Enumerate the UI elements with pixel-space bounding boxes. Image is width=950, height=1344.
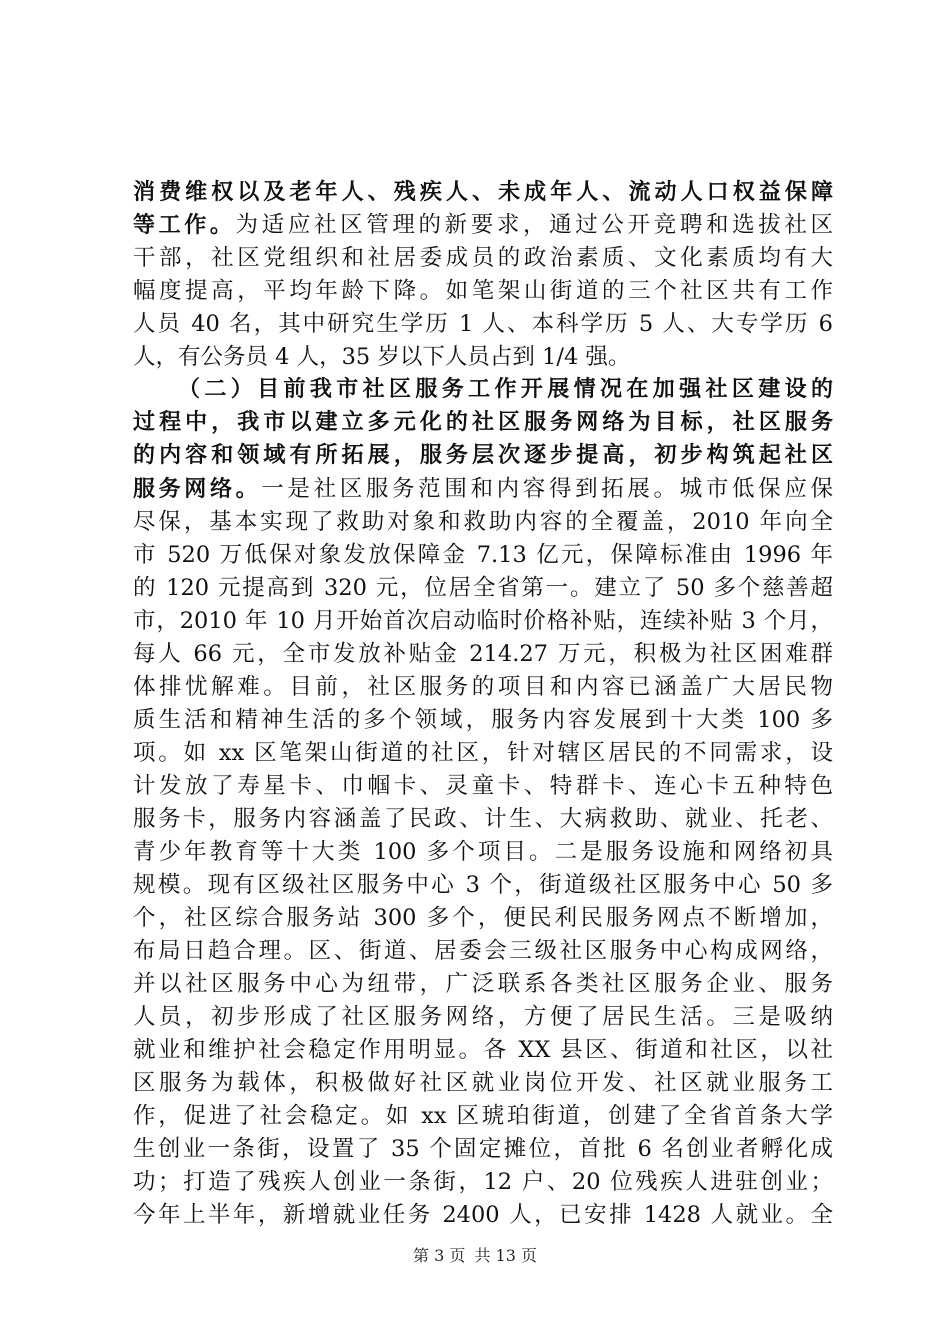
text-line: 作，促进了社会稳定。如 xx 区琥珀街道，创建了全省首条大学 (133, 1103, 833, 1129)
text-line: 今年上半年，新增就业任务 2400 人，已安排 1428 人就业。全 (133, 1202, 833, 1228)
text-line: 质生活和精神生活的多个领域，服务内容发展到十大类 100 多 (133, 707, 833, 733)
text-line: 项。如 xx 区笔架山街道的社区，针对辖区居民的不同需求，设 (133, 740, 833, 766)
text-line: 区服务为载体，积极做好社区就业岗位开发、社区就业服务工 (133, 1070, 833, 1096)
text-line: 幅度提高，平均年龄下降。如笔架山街道的三个社区共有工作 (133, 278, 833, 304)
text-line: 消费维权以及老年人、残疾人、未成年人、流动人口权益保障 (133, 180, 833, 205)
text-line: 干部，社区党组织和社居委成员的政治素质、文化素质均有大 (133, 245, 833, 271)
text-line: 规模。现有区级社区服务中心 3 个，街道级社区服务中心 50 多 (133, 872, 833, 898)
text-line: 的内容和领域有所拓展，服务层次逐步提高，初步构筑起社区 (133, 443, 833, 468)
text-line: 布局日趋合理。区、街道、居委会三级社区服务中心构成网络， (133, 938, 833, 964)
text-line: 每人 66 元，全市发放补贴金 214.27 万元，积极为社区困难群 (133, 641, 833, 667)
text-line: 人员，初步形成了社区服务网络，方便了居民生活。三是吸纳 (133, 1004, 833, 1030)
text-line: 过程中，我市以建立多元化的社区服务网络为目标，社区服务 (133, 410, 833, 435)
text-line: 计发放了寿星卡、巾帼卡、灵童卡、特群卡、连心卡五种特色 (133, 773, 833, 799)
text-line (133, 472, 833, 506)
page-footer (0, 1243, 950, 1266)
text-line: 市 520 万低保对象发放保障金 7.13 亿元，保障标准由 1996 年 (133, 542, 833, 568)
text-run-bold: 服务网络。 (133, 477, 262, 502)
text-line: 生创业一条街，设置了 35 个固定摊位，首批 6 名创业者孵化成 (133, 1136, 833, 1162)
text-run-bold: 等工作。 (133, 213, 236, 238)
text-line: 个，社区综合服务站 300 多个，便民利民服务网点不断增加， (133, 905, 833, 931)
text-line: 功；打造了残疾人创业一条街，12 户、20 位残疾人进驻创业； (133, 1169, 833, 1195)
text-line: 青少年教育等十大类 100 多个项目。二是服务设施和网络初具 (133, 839, 833, 865)
text-line: 市，2010 年 10 月开始首次启动临时价格补贴，连续补贴 3 个月， (133, 608, 833, 634)
text-line: 人员 40 名，其中研究生学历 1 人、本科学历 5 人、大专学历 6 (133, 311, 833, 337)
text-line: 体排忧解难。目前，社区服务的项目和内容已涵盖广大居民物 (133, 674, 833, 700)
page-number: 第 3 页 (413, 1246, 466, 1265)
section-heading-line: （二）目前我市社区服务工作开展情况在加强社区建设的 (178, 377, 833, 402)
text-line: 的 120 元提高到 320 元，位居全省第一。建立了 50 多个慈善超 (133, 575, 833, 601)
text-line: 并以社区服务中心为纽带，广泛联系各类社区服务企业、服务 (133, 971, 833, 997)
page-total: 共 13 页 (474, 1246, 537, 1265)
text-run: 一是社区服务范围和内容得到拓展。城市低保应保 (261, 476, 833, 502)
text-line: 人，有公务员 4 人，35 岁以下人员占到 1/4 强。 (133, 344, 631, 370)
text-run: 为适应社区管理的新要求，通过公开竞聘和选拔社区 (235, 212, 833, 238)
text-line: 服务卡，服务内容涵盖了民政、计生、大病救助、就业、托老、 (133, 806, 833, 832)
text-line: 尽保，基本实现了救助对象和救助内容的全覆盖，2010 年向全 (133, 509, 833, 535)
text-line (133, 208, 833, 242)
text-line: 就业和维护社会稳定作用明显。各 XX 县区、街道和社区，以社 (133, 1037, 833, 1063)
